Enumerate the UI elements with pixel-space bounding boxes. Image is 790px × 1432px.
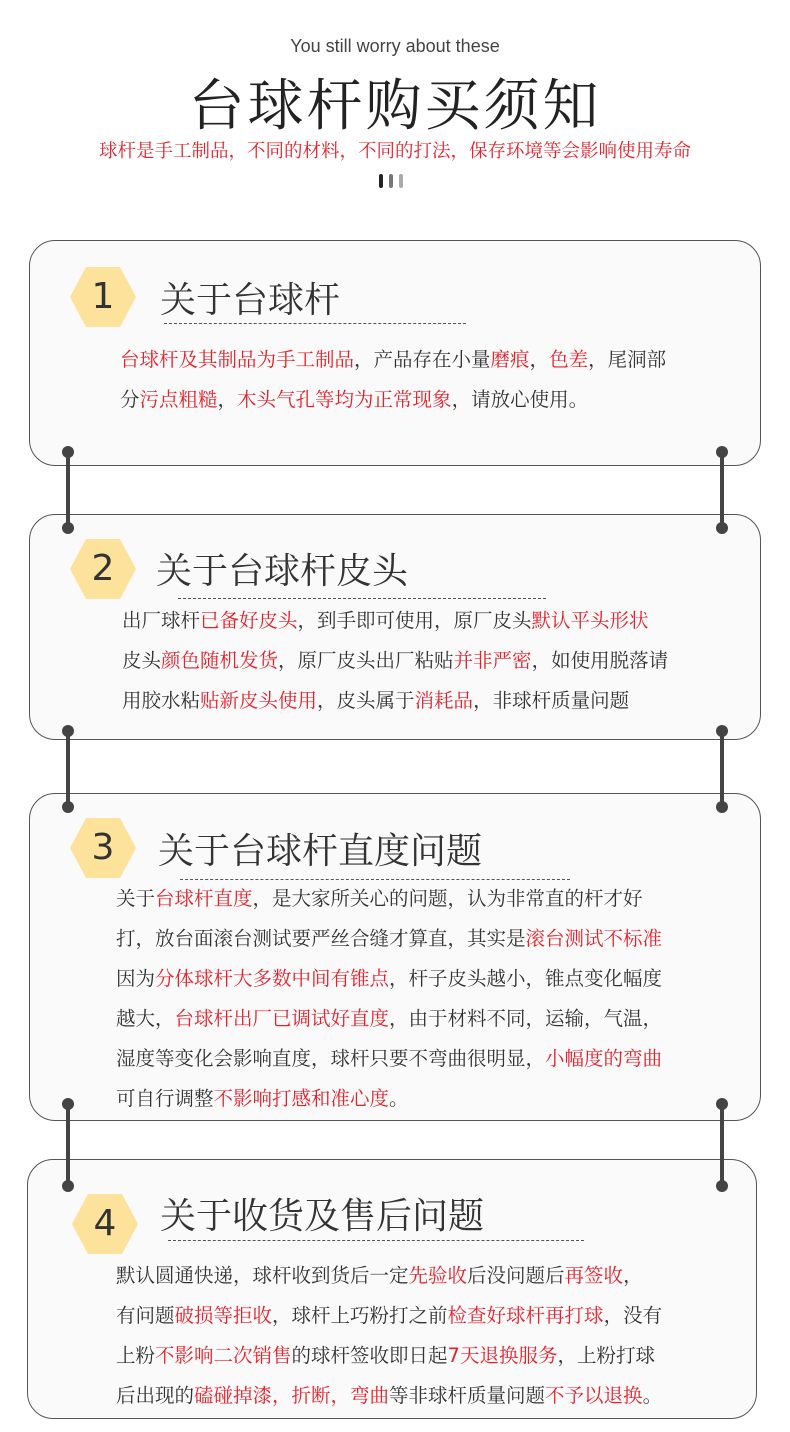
number-badge — [72, 1194, 138, 1254]
connector-bar — [720, 731, 724, 807]
number-badge — [70, 267, 136, 327]
body-line — [116, 1079, 756, 1119]
highlight-text: 破损等拒收 — [174, 1304, 273, 1327]
card-body — [120, 340, 760, 420]
body-text: ，原厂皮头出厂粘贴 — [278, 649, 454, 672]
connector-dot — [62, 1098, 74, 1110]
title-underline — [168, 1240, 584, 1241]
intro-text: 球杆是手工制品，不同的材料，不同的打法，保存环境等会影响使用寿命 — [98, 141, 691, 162]
body-text: ， — [217, 388, 238, 411]
body-text: 关于 — [116, 887, 156, 910]
card-title: 关于台球杆直度问题 — [158, 831, 483, 872]
body-line — [116, 999, 756, 1039]
highlight-text: 已备好皮头 — [200, 609, 298, 632]
body-text: 上粉 — [116, 1344, 156, 1367]
highlight-text: 台球杆直度 — [155, 887, 253, 910]
body-line — [116, 1039, 756, 1079]
connector-dot — [62, 446, 74, 458]
body-line — [122, 681, 762, 721]
body-line — [122, 641, 762, 681]
connector-dot — [716, 1098, 728, 1110]
number-badge — [70, 539, 136, 599]
highlight-text: 小幅度的弯曲 — [545, 1047, 663, 1070]
number-badge — [70, 818, 136, 878]
highlight-text: 不影响打感和准心度 — [213, 1087, 390, 1110]
card-cue-straightness — [29, 793, 761, 1121]
body-text: 出厂球杆 — [122, 609, 201, 632]
body-line — [116, 1296, 756, 1336]
highlight-text: 污点粗糙 — [139, 388, 218, 411]
body-text: 因为 — [116, 967, 156, 990]
body-text: ，请放心使用。 — [451, 388, 589, 411]
body-line — [116, 919, 756, 959]
connector-bar — [720, 1104, 724, 1186]
connector-dot — [716, 801, 728, 813]
body-line — [116, 1336, 756, 1376]
body-line — [116, 879, 756, 919]
body-text: 有问题 — [116, 1304, 175, 1327]
body-text: 后出现的 — [116, 1384, 195, 1407]
body-text: ，到手即可使用，原厂皮头 — [297, 609, 532, 632]
highlight-text: 再签收 — [564, 1264, 624, 1287]
highlight-text: 色差 — [549, 348, 589, 371]
card-after-sales — [27, 1159, 757, 1419]
highlight-text: 先验收 — [408, 1264, 468, 1287]
body-text: 皮头 — [122, 649, 162, 672]
body-text: 。 — [389, 1087, 409, 1110]
highlight-text: 检查好球杆再打球 — [447, 1304, 604, 1327]
highlight-text: 7天退换服务 — [447, 1344, 558, 1367]
title-underline — [178, 598, 546, 599]
card-title: 关于台球杆皮头 — [156, 551, 409, 592]
card-body — [122, 601, 762, 721]
badge-number: 1 — [91, 276, 115, 317]
connector-bar — [66, 731, 70, 807]
connector-dot — [716, 1180, 728, 1192]
body-text: 用胶水粘 — [122, 689, 201, 712]
connector-dot — [716, 446, 728, 458]
body-text: 等非球杆质量问题 — [389, 1384, 546, 1407]
title-underline — [164, 323, 466, 324]
body-text: ，皮头属于 — [317, 689, 415, 712]
connector-bar — [66, 1104, 70, 1186]
highlight-text: 磨痕 — [490, 348, 530, 371]
highlight-text: 木头气孔等均为正常现象 — [237, 388, 452, 411]
highlight-text: 台球杆出厂已调试好直度 — [174, 1007, 390, 1030]
body-text: 打，放台面滚台测试要严丝合缝才算直，其实是 — [116, 927, 526, 950]
page-title: 台球杆购买须知 — [188, 74, 602, 139]
body-text: ，如使用脱落请 — [531, 649, 669, 672]
highlight-text: 贴新皮头使用 — [200, 689, 318, 712]
body-line — [116, 1376, 756, 1416]
body-text: 分 — [120, 388, 140, 411]
subtitle-en: You still worry about these — [290, 36, 500, 56]
body-text: ， — [623, 1264, 643, 1287]
connector-dot — [716, 725, 728, 737]
highlight-text: 颜色随机发货 — [161, 649, 279, 672]
badge-number: 3 — [91, 827, 115, 868]
highlight-text: 消耗品 — [414, 689, 474, 712]
body-text: 湿度等变化会影响直度，球杆只要不弯曲很明显， — [116, 1047, 546, 1070]
body-line — [120, 340, 760, 380]
body-text: 可自行调整 — [116, 1087, 214, 1110]
connector-dot — [62, 801, 74, 813]
body-text: ，杆子皮头越小，锥点变化幅度 — [389, 967, 663, 990]
body-text: ，产品存在小量 — [354, 348, 491, 371]
card-title: 关于收货及售后问题 — [160, 1196, 485, 1237]
body-text: 越大， — [116, 1007, 175, 1030]
body-line — [122, 601, 762, 641]
body-text: ，非球杆质量问题 — [473, 689, 630, 712]
highlight-text: 不影响二次销售 — [155, 1344, 292, 1367]
badge-number: 4 — [93, 1203, 117, 1244]
highlight-text: 台球杆及其制品为手工制品 — [120, 348, 355, 371]
highlight-text: 分体球杆大多数中间有锥点 — [155, 967, 390, 990]
body-text: ，没有 — [603, 1304, 663, 1327]
highlight-text: 滚台测试不标准 — [525, 927, 663, 950]
body-line — [116, 959, 756, 999]
card-cue-info — [29, 240, 761, 466]
body-text: ，尾洞部 — [588, 348, 667, 371]
card-cue-tip — [29, 514, 761, 740]
card-title: 关于台球杆 — [160, 280, 341, 321]
body-text: ，由于材料不同，运输，气温， — [389, 1007, 663, 1030]
body-text: ，是大家所关心的问题，认为非常直的杆才好 — [252, 887, 643, 910]
body-line — [120, 380, 760, 420]
body-text: ，上粉打球 — [557, 1344, 655, 1367]
body-text: 后没问题后 — [467, 1264, 565, 1287]
badge-number: 2 — [91, 548, 115, 589]
body-text: ， — [529, 348, 550, 371]
highlight-text: 并非严密 — [453, 649, 532, 672]
connector-bar — [720, 452, 724, 528]
connector-dot — [716, 522, 728, 534]
highlight-text: 不予以退换 — [545, 1384, 643, 1407]
body-text: 。 — [642, 1384, 663, 1407]
connector-bar — [66, 452, 70, 528]
body-line — [116, 1256, 756, 1296]
connector-dot — [62, 1180, 74, 1192]
highlight-text: 磕碰掉漆，折断，弯曲 — [194, 1384, 390, 1407]
card-body — [116, 879, 756, 1119]
card-body — [116, 1256, 756, 1416]
connector-dot — [62, 522, 74, 534]
title-dots-decoration — [379, 173, 409, 189]
body-text: 默认圆通快递，球杆收到货后一定 — [116, 1264, 409, 1287]
connector-dot — [62, 725, 74, 737]
body-text: 的球杆签收即日起 — [291, 1344, 448, 1367]
body-text: ，球杆上巧粉打之前 — [272, 1304, 448, 1327]
highlight-text: 默认平头形状 — [531, 609, 649, 632]
